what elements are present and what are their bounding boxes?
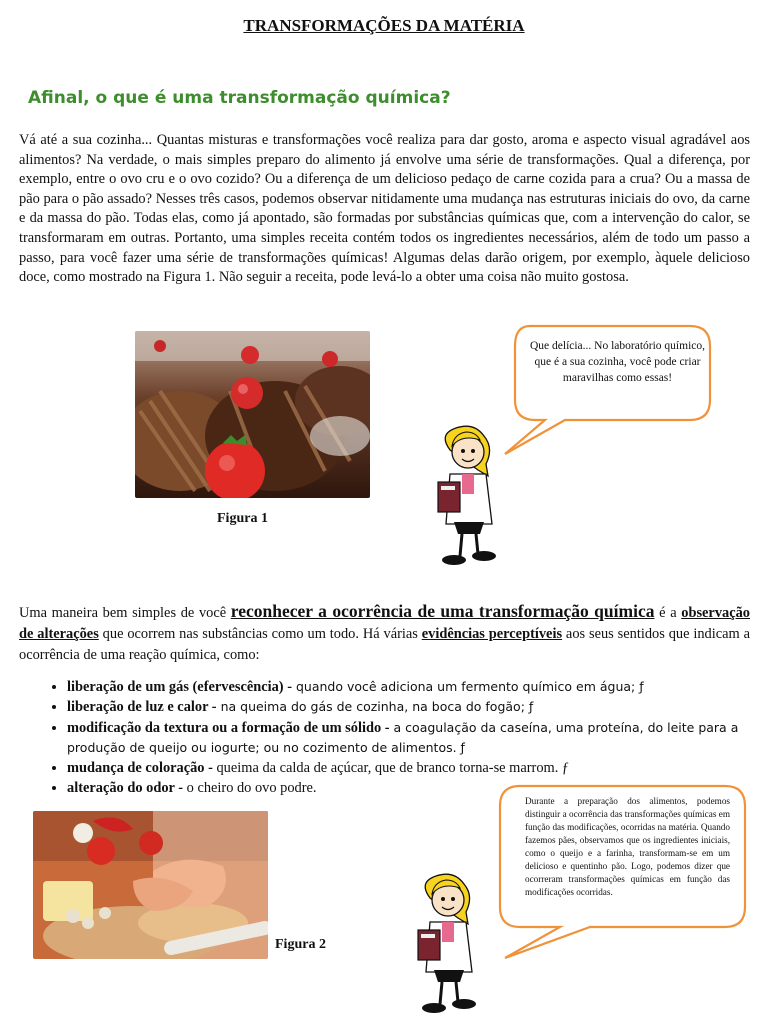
page-title: TRANSFORMAÇÕES DA MATÉRIA	[243, 16, 525, 35]
para2-part2: é a	[654, 605, 682, 621]
evidence-intro-paragraph	[19, 601, 750, 666]
evidence-label: modificação da textura ou a formação de um sólido -	[67, 719, 390, 736]
scientist-girl-illustration	[428, 424, 500, 570]
evidence-label: alteração do odor -	[67, 780, 184, 797]
girl-figure-2	[418, 874, 476, 1013]
girl-figure-1	[438, 426, 496, 565]
evidence-list	[40, 677, 768, 799]
evidence-text: a coagulação da caseína, uma proteína, do leite para a produção de queijo ou iogurte; ou no cozimento de alimentos. ƒ	[67, 719, 739, 755]
evidence-text: queima da calda de açúcar, que de branco torna-se marrom. ƒ	[212, 760, 570, 777]
para2-emphasis-evidences: evidências perceptíveis	[421, 626, 563, 642]
figure1-image	[135, 331, 370, 498]
evidence-label: mudança de coloração -	[67, 760, 213, 777]
figure1-caption: Figura 1	[217, 511, 268, 526]
intro-paragraph: Vá até a sua cozinha... Quantas misturas e transformações você realiza para dar gosto, aroma e aspecto visual agradável aos alimentos? Na verdade, o mais simples preparo do alimento já envolve uma série de transformações. Qual a diferença, por exemplo, entre o ovo cru e o ovo cozido? Ou a diferença de um delicioso pedaço de carne cozida para a crua? Ou a massa de pão para o pão assado? Nesses três casos, podemos observar nitidamente uma mudança nas estruturas iniciais do ovo, da carne e da massa do pão. Todas elas, como já apontado, são formadas por substâncias químicas que, com a intervenção do calor, se transformaram em outras. Portanto, uma simples receita contém todos os ingredientes necessários, além de todo um passo a passo, para você fazer uma série de transformações químicas! Algumas delas darão origem, por exemplo, àquele delicioso doce, como mostrado na Figura 1. Não seguir a receita, pode levá-lo a obter uma coisa não muito gostosa.	[19, 132, 750, 286]
para2-part4: aos seus sentidos que indicam a ocorrência de uma reação química, como:	[19, 626, 750, 663]
para2-emphasis-observation: observação de alterações	[19, 605, 750, 642]
speech-bubble-2-text: Durante a preparação dos alimentos, podemos distinguir a ocorrência das transformações químicas em função das modificações, ocorridas na matéria. Quando fazemos pães, observamos que os ingredientes iniciais, como o queijo e a farinha, transformam-se em um delicioso e quentinho pão. Logo, podemos dizer que ocorreram transformações químicas em função das modificações ocorridas.	[525, 796, 730, 897]
figure2-image	[33, 811, 268, 959]
evidence-text: o cheiro do ovo podre.	[183, 780, 317, 797]
para2-part3: que ocorrem nas substâncias como um todo. Há várias	[98, 626, 422, 642]
list-item	[67, 697, 768, 717]
scientist-girl-illustration-2	[408, 872, 480, 1018]
figure2-caption: Figura 2	[275, 937, 326, 952]
evidence-text: na queima do gás de cozinha, na boca do fogão; ƒ	[216, 699, 534, 715]
list-item	[67, 758, 768, 778]
para2-part1: Uma maneira bem simples de você	[19, 605, 231, 621]
list-item	[67, 718, 768, 759]
section-heading: Afinal, o que é uma transformação química?	[28, 88, 451, 108]
evidence-text: quando você adiciona um fermento químico em água; ƒ	[291, 679, 644, 694]
evidence-label: liberação de um gás (efervescência) -	[67, 679, 292, 695]
speech-bubble-1-text: Que delícia... No laboratório químico, que é a sua cozinha, você pode criar maravilhas como essas!	[529, 340, 705, 384]
list-item	[67, 677, 768, 697]
evidence-label: liberação de luz e calor -	[67, 699, 217, 716]
para2-emphasis-recognize: reconhecer a ocorrência de uma transformação química	[230, 601, 655, 621]
